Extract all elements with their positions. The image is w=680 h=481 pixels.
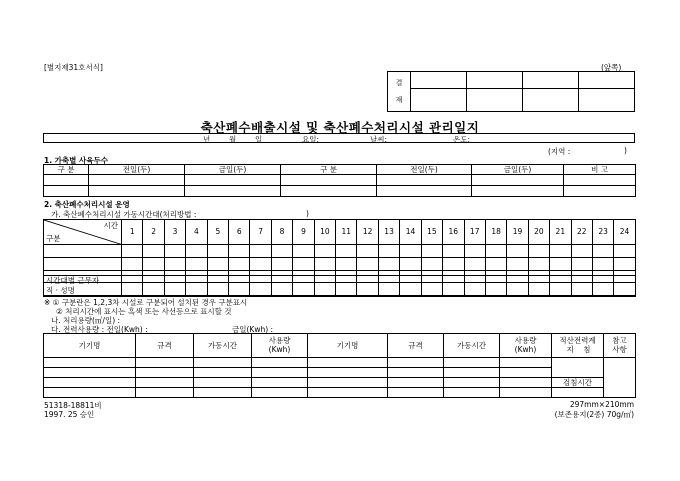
livestock-cell[interactable] xyxy=(377,186,472,197)
hour-cell[interactable] xyxy=(186,245,207,258)
hour-cell[interactable] xyxy=(357,245,378,258)
hour-cell[interactable] xyxy=(550,245,571,258)
hour-header-10: 10 xyxy=(314,220,335,245)
livestock-cell[interactable] xyxy=(472,186,564,197)
hour-header-19: 19 xyxy=(507,220,528,245)
equip-cell[interactable] xyxy=(500,358,552,368)
hour-cell[interactable] xyxy=(507,245,528,258)
equip-cell[interactable] xyxy=(252,378,308,388)
equip-header-hours-2: 가동시간 xyxy=(444,334,500,358)
hour-header-1: 1 xyxy=(122,220,143,245)
hour-header-21: 21 xyxy=(550,220,571,245)
equip-header-spec-2: 규격 xyxy=(388,334,444,358)
inspection-time-label: 검침시간 xyxy=(552,378,604,388)
hour-header-11: 11 xyxy=(336,220,357,245)
section1-title: 1. 가축별 사육두수 xyxy=(44,156,109,165)
livestock-cell[interactable] xyxy=(44,175,89,186)
date-weather: 날씨: xyxy=(370,135,388,144)
hour-cell[interactable] xyxy=(528,257,549,270)
equip-header-hours: 가동시간 xyxy=(194,334,252,358)
footer-size: 297mm×210mm xyxy=(569,400,634,409)
hour-cell[interactable] xyxy=(421,257,442,270)
hour-cell[interactable] xyxy=(250,245,271,258)
hour-header-13: 13 xyxy=(378,220,399,245)
livestock-cell[interactable] xyxy=(185,186,281,197)
notes-cell[interactable] xyxy=(604,358,636,398)
equip-cell[interactable] xyxy=(388,368,444,378)
hour-cell[interactable] xyxy=(464,257,485,270)
livestock-header-today: 금일(두) xyxy=(185,165,281,175)
hour-cell[interactable] xyxy=(293,257,314,270)
hour-cell[interactable] xyxy=(271,257,292,270)
equip-cell[interactable] xyxy=(444,358,500,368)
equip-header-name-2: 기기명 xyxy=(308,334,388,358)
hour-header-24: 24 xyxy=(614,220,635,245)
hour-cell[interactable] xyxy=(464,245,485,258)
approval-box xyxy=(387,71,635,112)
equip-cell[interactable] xyxy=(308,378,388,388)
livestock-header-today-2: 금일(두) xyxy=(472,165,564,175)
date-weekday: 요일: xyxy=(302,135,320,144)
equip-cell[interactable] xyxy=(44,358,136,368)
hour-cell[interactable] xyxy=(122,245,143,258)
equip-cell[interactable] xyxy=(444,388,500,398)
hour-cell[interactable] xyxy=(250,257,271,270)
equip-cell[interactable] xyxy=(308,388,388,398)
meter-reading-cell[interactable] xyxy=(552,358,604,378)
equip-header-notes: 참고 사항 xyxy=(604,334,636,358)
approval-cell[interactable] xyxy=(467,72,523,89)
form-number: [별지제31호서식] xyxy=(44,63,103,72)
livestock-cell[interactable] xyxy=(185,175,281,186)
hour-cell[interactable] xyxy=(207,245,228,258)
copy-label: (앞쪽) xyxy=(601,63,622,72)
hour-header-2: 2 xyxy=(143,220,164,245)
hour-cell[interactable] xyxy=(314,245,335,258)
livestock-cell[interactable] xyxy=(89,175,185,186)
hour-cell[interactable] xyxy=(592,257,613,270)
footer-code: 51318-18811비 xyxy=(44,401,102,410)
footer-approval: 1997. 25 승인 xyxy=(44,410,95,419)
equip-cell[interactable] xyxy=(136,358,194,368)
hour-header-3: 3 xyxy=(164,220,185,245)
date-temperature: 온도: xyxy=(453,135,471,144)
equip-cell[interactable] xyxy=(136,368,194,378)
livestock-cell[interactable] xyxy=(472,175,564,186)
approval-label: 결 재 xyxy=(388,72,411,112)
worker-cell[interactable] xyxy=(122,276,636,296)
livestock-cell[interactable] xyxy=(281,175,377,186)
hours-category-cell[interactable] xyxy=(44,257,122,270)
hour-header-6: 6 xyxy=(229,220,250,245)
hour-cell[interactable] xyxy=(443,245,464,258)
hour-header-14: 14 xyxy=(400,220,421,245)
operation-hours-label: 가. 축산폐수처리시설 가동시간대(처리방법 : xyxy=(51,210,197,219)
hour-cell[interactable] xyxy=(550,257,571,270)
equip-header-meter: 적산전력계 지 침 xyxy=(552,334,604,358)
hour-cell[interactable] xyxy=(507,257,528,270)
hour-cell[interactable] xyxy=(443,257,464,270)
hour-cell[interactable] xyxy=(400,245,421,258)
approval-sign-cell[interactable] xyxy=(467,89,523,112)
hour-cell[interactable] xyxy=(164,257,185,270)
date-day: 일 xyxy=(255,135,263,144)
date-month: 월 xyxy=(229,135,237,144)
equip-header-spec: 규격 xyxy=(136,334,194,358)
hour-header-17: 17 xyxy=(464,220,485,245)
equip-cell[interactable] xyxy=(44,378,136,388)
hours-category-cell[interactable] xyxy=(44,245,122,258)
hour-cell[interactable] xyxy=(122,257,143,270)
region-close: ) xyxy=(624,146,627,155)
note-2: ② 처리시간에 표시는 흑색 또는 사선등으로 표시할 것 xyxy=(56,307,232,316)
livestock-header-prev-2: 전일(두) xyxy=(377,165,472,175)
date-row xyxy=(43,133,635,143)
page-title: 축산폐수배출시설 및 축산폐수처리시설 관리일지 xyxy=(200,120,480,135)
equip-cell[interactable] xyxy=(194,358,252,368)
approval-cell[interactable] xyxy=(411,72,467,89)
region-label: (지역 : xyxy=(548,147,571,156)
hour-header-22: 22 xyxy=(571,220,592,245)
hour-cell[interactable] xyxy=(378,257,399,270)
livestock-header-remarks: 비 고 xyxy=(564,165,636,175)
hour-cell[interactable] xyxy=(186,257,207,270)
hour-cell[interactable] xyxy=(592,245,613,258)
hours-diagonal-header: 시간 구분 xyxy=(44,220,122,245)
hour-cell[interactable] xyxy=(164,245,185,258)
livestock-header-category: 구 분 xyxy=(44,165,89,175)
hour-cell[interactable] xyxy=(314,257,335,270)
equip-cell[interactable] xyxy=(444,378,500,388)
approval-sign-cell[interactable] xyxy=(411,89,467,112)
equip-header-usage: 사용량 (Kwh) xyxy=(252,334,308,358)
equip-cell[interactable] xyxy=(308,358,388,368)
equip-cell[interactable] xyxy=(194,388,252,398)
livestock-cell[interactable] xyxy=(564,175,636,186)
hour-cell[interactable] xyxy=(400,257,421,270)
hour-cell[interactable] xyxy=(336,257,357,270)
hour-cell[interactable] xyxy=(143,245,164,258)
hour-cell[interactable] xyxy=(421,245,442,258)
equip-cell[interactable] xyxy=(136,378,194,388)
hour-cell[interactable] xyxy=(571,245,592,258)
hour-cell[interactable] xyxy=(357,257,378,270)
note-1: ※ ① 구분란은 1,2,3차 시설로 구분되어 설치된 경우 구분표시 xyxy=(44,298,248,307)
hour-cell[interactable] xyxy=(229,257,250,270)
equip-header-name: 기기명 xyxy=(44,334,136,358)
hour-header-9: 9 xyxy=(293,220,314,245)
equip-cell[interactable] xyxy=(500,388,552,398)
hour-header-7: 7 xyxy=(250,220,271,245)
hour-cell[interactable] xyxy=(485,257,506,270)
hour-cell[interactable] xyxy=(571,257,592,270)
equip-cell[interactable] xyxy=(44,368,136,378)
power-usage-today-label: 금일(Kwh) : xyxy=(232,325,274,334)
equip-header-usage-2: 사용량 (Kwh) xyxy=(500,334,552,358)
footer-paper: (보존용지(2종) 70g/㎡) xyxy=(554,410,634,419)
worker-table xyxy=(43,275,636,296)
hour-cell[interactable] xyxy=(143,257,164,270)
hour-header-23: 23 xyxy=(592,220,613,245)
equip-cell[interactable] xyxy=(44,388,136,398)
hour-header-20: 20 xyxy=(528,220,549,245)
operation-hours-close: ) xyxy=(306,209,309,218)
livestock-cell[interactable] xyxy=(89,186,185,197)
equip-cell[interactable] xyxy=(252,358,308,368)
approval-sign-cell[interactable] xyxy=(579,89,635,112)
hour-cell[interactable] xyxy=(293,245,314,258)
equip-cell[interactable] xyxy=(194,378,252,388)
livestock-table xyxy=(43,164,636,197)
hour-cell[interactable] xyxy=(528,245,549,258)
capacity-label: 나. 처리용량(㎥/일) : xyxy=(51,316,121,325)
hour-cell[interactable] xyxy=(378,245,399,258)
approval-sign-cell[interactable] xyxy=(523,89,579,112)
section2-title: 2. 축산폐수처리시설 운영 xyxy=(44,200,130,209)
hour-cell[interactable] xyxy=(207,257,228,270)
hour-cell[interactable] xyxy=(336,245,357,258)
equip-cell[interactable] xyxy=(444,368,500,378)
worker-label: 시간대별 근무자 직 · 성명 xyxy=(44,276,122,296)
equipment-table xyxy=(43,333,636,398)
hour-cell[interactable] xyxy=(229,245,250,258)
hour-header-5: 5 xyxy=(207,220,228,245)
hour-header-18: 18 xyxy=(485,220,506,245)
livestock-cell[interactable] xyxy=(44,186,89,197)
livestock-header-category-2: 구 분 xyxy=(281,165,377,175)
hour-header-16: 16 xyxy=(443,220,464,245)
equip-cell[interactable] xyxy=(194,368,252,378)
hour-cell[interactable] xyxy=(271,245,292,258)
equip-cell[interactable] xyxy=(388,378,444,388)
equip-cell[interactable] xyxy=(252,388,308,398)
hour-cell[interactable] xyxy=(614,257,635,270)
date-year: 년 xyxy=(203,135,211,144)
inspection-time-cell[interactable] xyxy=(552,388,604,398)
livestock-cell[interactable] xyxy=(281,186,377,197)
hour-header-8: 8 xyxy=(271,220,292,245)
hour-header-12: 12 xyxy=(357,220,378,245)
equip-cell[interactable] xyxy=(388,388,444,398)
approval-cell[interactable] xyxy=(579,72,635,89)
hour-cell[interactable] xyxy=(614,245,635,258)
approval-cell[interactable] xyxy=(523,72,579,89)
equip-cell[interactable] xyxy=(388,358,444,368)
equip-cell[interactable] xyxy=(308,368,388,378)
hour-header-15: 15 xyxy=(421,220,442,245)
livestock-header-prev: 전일(두) xyxy=(89,165,185,175)
livestock-cell[interactable] xyxy=(564,186,636,197)
equip-cell[interactable] xyxy=(500,378,552,388)
power-usage-label: 다. 전력사용량 : 전일(Kwh) : xyxy=(51,325,148,334)
equip-cell[interactable] xyxy=(500,368,552,378)
hour-cell[interactable] xyxy=(485,245,506,258)
livestock-cell[interactable] xyxy=(377,175,472,186)
equip-cell[interactable] xyxy=(136,388,194,398)
equip-cell[interactable] xyxy=(252,368,308,378)
hour-header-4: 4 xyxy=(186,220,207,245)
